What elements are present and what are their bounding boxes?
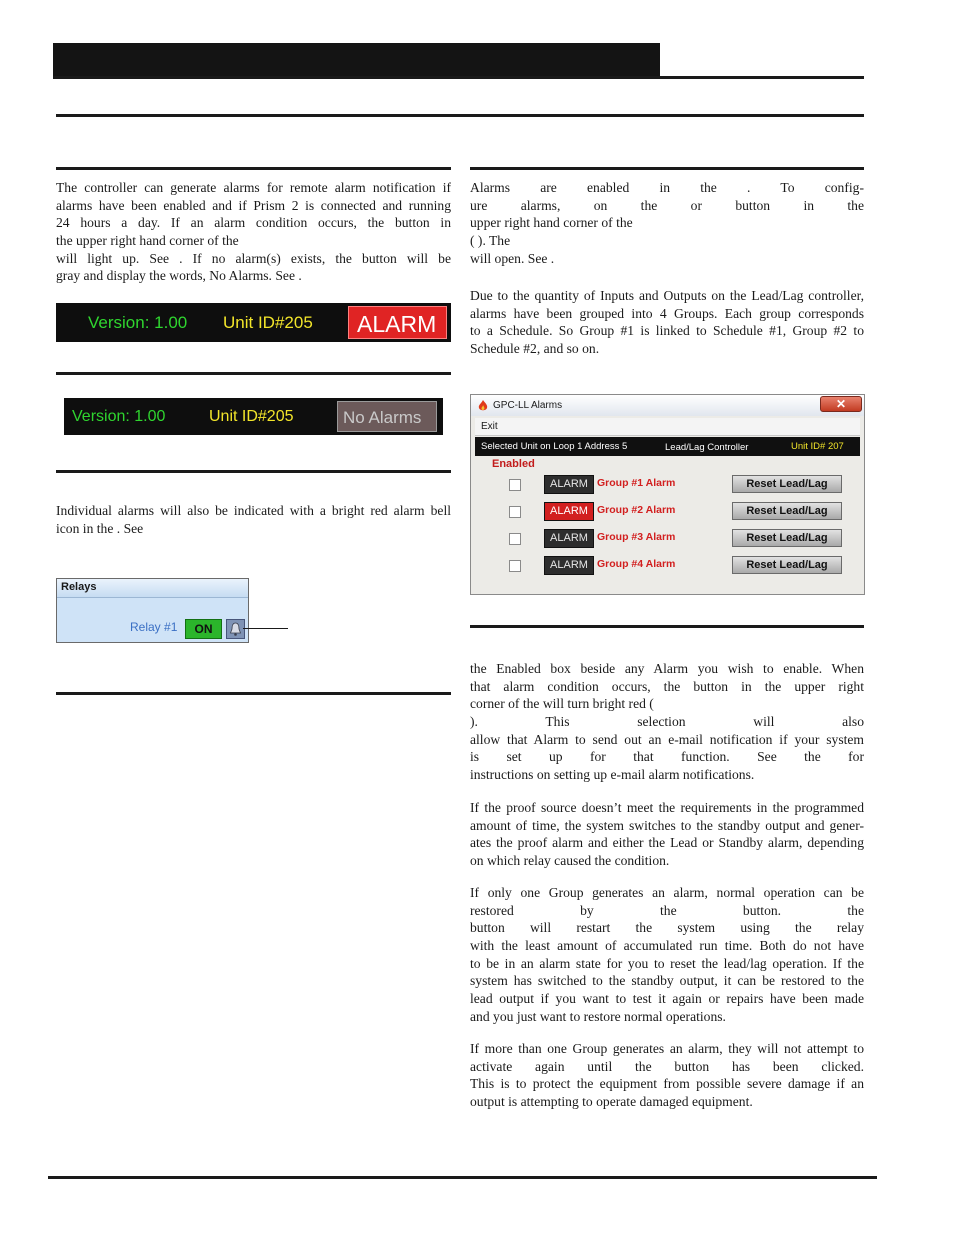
close-icon[interactable]: ✕ bbox=[820, 396, 862, 412]
left-rule-1 bbox=[56, 167, 451, 170]
right-paragraph-6: If more than one Group generates an alarm, they will not attempt to activate again until the button has been clicked. This is to protect the equipment from possible severe damage if an output is attempting to operate damaged equipment. bbox=[470, 1041, 864, 1110]
enable-checkbox[interactable] bbox=[509, 506, 521, 518]
relays-panel-title: Relays bbox=[57, 579, 248, 598]
no-alarms-button-label: No Alarms bbox=[343, 408, 422, 427]
left-rule-4 bbox=[56, 692, 451, 695]
enable-checkbox[interactable] bbox=[509, 533, 521, 545]
selected-unit-label: Selected Unit on Loop 1 Address 5 bbox=[481, 441, 628, 452]
alarm-indicator: ALARM bbox=[544, 475, 594, 494]
group-alarm-label: Group #3 Alarm bbox=[597, 531, 676, 543]
left-paragraph-1: The controller can generate alarms for remote alarm notification if alarms have been enabled and if Prism 2 is connected and running 24 hours a day. If an alarm condition occurs, the button in the upper right hand corner of the will light up. See . If no alarm(s) exists, the button will be gray and display the words, No Alarms. See . bbox=[56, 180, 451, 284]
version-label: Version: 1.00 bbox=[88, 313, 188, 332]
window-title-bar bbox=[471, 395, 864, 416]
alarm-indicator: ALARM bbox=[544, 502, 594, 521]
enable-checkbox[interactable] bbox=[509, 560, 521, 572]
no-alarms-button[interactable] bbox=[337, 401, 437, 432]
right-rule-2 bbox=[470, 625, 864, 628]
alarm-button[interactable] bbox=[348, 306, 447, 339]
alarm-button-label: ALARM bbox=[357, 311, 437, 337]
right-paragraph-3: the Enabled box beside any Alarm you wish to enable. When that alarm condition occurs, the button in the upper right corner of the will turn bright red ( ). This selection will also allow that Alarm to send out an e-mail notification if your system is set up for that function. See the for instructions on setting up e-mail alarm notifications. bbox=[470, 661, 864, 783]
footer-rule bbox=[48, 1176, 877, 1179]
header-bar bbox=[53, 43, 660, 77]
group-alarm-label: Group #4 Alarm bbox=[597, 558, 676, 570]
unit-id-label: Unit ID#205 bbox=[209, 408, 294, 425]
relay-state-on[interactable]: ON bbox=[185, 619, 222, 639]
unit-id-label: Unit ID#205 bbox=[223, 313, 313, 332]
alarm-bell-icon[interactable] bbox=[226, 619, 245, 639]
left-paragraph-2: Individual alarms will also be indicated with a bright red alarm bell icon in the . See bbox=[56, 503, 451, 536]
reset-lead-lag-button[interactable]: Reset Lead/Lag bbox=[732, 502, 842, 520]
enabled-header: Enabled bbox=[492, 458, 535, 470]
status-bar-no-alarms bbox=[64, 398, 443, 435]
right-paragraph-4: If the proof source doesn’t meet the requirements in the programmed amount of time, the system switches to the standby output and gener- ates the proof alarm and either the Lead or Standby alarm, depending on which relay caused the condition. bbox=[470, 800, 864, 869]
alarms-window bbox=[470, 394, 865, 595]
left-rule-2 bbox=[56, 372, 451, 375]
group-alarm-label: Group #1 Alarm bbox=[597, 477, 676, 489]
reset-lead-lag-button[interactable]: Reset Lead/Lag bbox=[732, 475, 842, 493]
version-label: Version: 1.00 bbox=[72, 408, 166, 425]
unit-id-label: Unit ID# 207 bbox=[791, 441, 844, 452]
right-paragraph-2: Due to the quantity of Inputs and Outputs on the Lead/Lag controller, alarms have been grouped into 4 Groups. Each group corresponds to a Schedule. So Group #1 is linked to Schedule #1, Group #2 to Schedule #2, and so on. bbox=[470, 288, 864, 357]
left-rule-3 bbox=[56, 470, 451, 473]
header-rule bbox=[53, 76, 864, 79]
alarm-indicator: ALARM bbox=[544, 529, 594, 548]
status-bar-alarm bbox=[56, 303, 451, 342]
relay-label: Relay #1 bbox=[130, 620, 178, 634]
section-rule bbox=[56, 114, 864, 117]
relays-panel bbox=[56, 578, 249, 643]
group-alarm-label: Group #2 Alarm bbox=[597, 504, 676, 516]
right-paragraph-1: Alarms are enabled in the . To config- ure alarms, on the or button in the upper right hand corner of the ( ). The will open. See . bbox=[470, 180, 864, 266]
right-rule-1 bbox=[470, 167, 864, 170]
enable-checkbox[interactable] bbox=[509, 479, 521, 491]
alarm-indicator: ALARM bbox=[544, 556, 594, 575]
window-title: GPC-LL Alarms bbox=[493, 400, 563, 411]
reset-lead-lag-button[interactable]: Reset Lead/Lag bbox=[732, 529, 842, 547]
selected-unit-bar bbox=[475, 437, 860, 456]
controller-label: Lead/Lag Controller bbox=[665, 442, 749, 453]
menu-exit[interactable]: Exit bbox=[481, 421, 498, 432]
menu-bar bbox=[475, 418, 860, 436]
callout-line bbox=[243, 628, 288, 629]
right-paragraph-5: If only one Group generates an alarm, normal operation can be restored by the button. the button will restart the system using the relay with the least amount of accumulated run time. Both do not have to be in an alarm state for you to reset the lead/lag operation. If the system has switched to the standby output, it can be restored to the lead output if you want to test it again or repairs have been made and you just want to restore normal operations. bbox=[470, 885, 864, 1024]
app-flame-icon bbox=[477, 399, 489, 412]
reset-lead-lag-button[interactable]: Reset Lead/Lag bbox=[732, 556, 842, 574]
